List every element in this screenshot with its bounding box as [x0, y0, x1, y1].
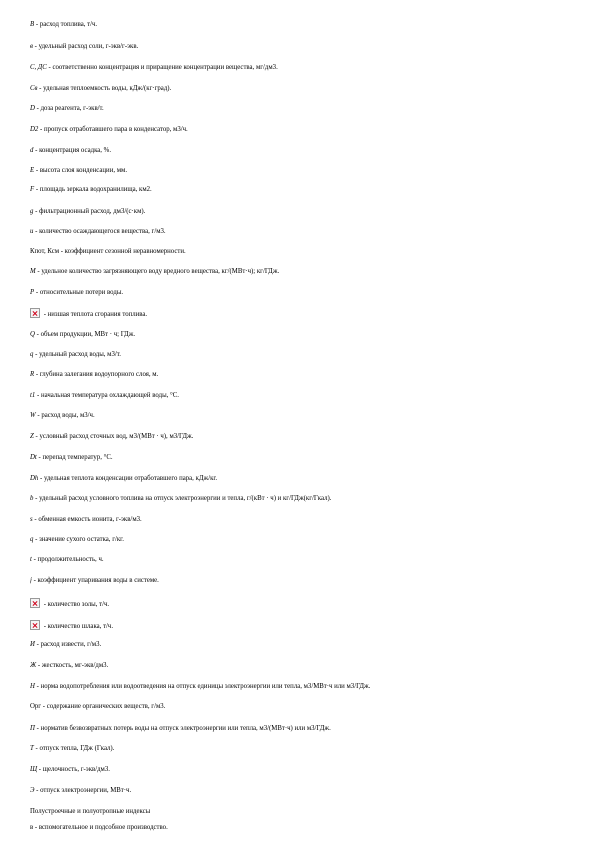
- glossary-symbol: j: [30, 577, 32, 584]
- glossary-description: - низшая теплота сгорания топлива.: [42, 311, 148, 318]
- glossary-line: [30, 247, 570, 256]
- glossary-description: - расход извести, г/м3.: [34, 641, 102, 648]
- glossary-symbol: g: [30, 208, 34, 215]
- glossary-description: - норма водопотребления или водоотведения на отпуск единицы электроэнергии или тепла, м3/МВт·ч или м3/ГДж.: [34, 683, 371, 690]
- glossary-symbol: u: [30, 228, 34, 235]
- glossary-description: - удельное количество загрязняющего воду вредного вещества, кг/(МВт·ч); кг/ГДж.: [35, 268, 280, 275]
- glossary-description: - отпуск электроэнергии, МВт·ч.: [34, 787, 132, 794]
- glossary-line: [30, 702, 570, 711]
- glossary-symbol: Э: [30, 787, 35, 794]
- glossary-description: - значение сухого остатка, г/кг.: [33, 536, 124, 543]
- glossary-symbol: D: [30, 105, 35, 112]
- glossary-symbol: W: [30, 412, 36, 419]
- glossary-line: [30, 661, 570, 670]
- glossary-line: [30, 765, 570, 774]
- glossary-line: [30, 682, 570, 691]
- glossary-description: - фильтрационный расход, дм3/(с·км).: [33, 208, 146, 215]
- glossary-line: [30, 555, 570, 564]
- glossary-line: [30, 227, 570, 236]
- glossary-symbol: М: [30, 268, 36, 275]
- glossary-line: [30, 598, 570, 609]
- glossary-line: [30, 308, 570, 319]
- broken-image-icon: [30, 620, 40, 630]
- glossary-description: - условный расход сточных вод, м3/(МВт · ч), м3/ГДж.: [33, 433, 194, 440]
- glossary-line: [30, 288, 570, 297]
- glossary-symbol: Z: [30, 433, 34, 440]
- glossary-symbol: q: [30, 536, 34, 543]
- glossary-line: [30, 42, 570, 51]
- glossary-description: - удельный расход условного топлива на отпуск электроэнергии и тепла, г/(кВт · ч) и кг/ГДж(кг/Гкал).: [33, 495, 332, 502]
- glossary-symbol: П: [30, 725, 35, 732]
- glossary-symbol: Св: [30, 85, 38, 92]
- glossary-description: - удельная теплота конденсации отработавшего пара, кДж/кг.: [38, 475, 218, 482]
- glossary-line: [30, 823, 570, 832]
- glossary-line: [30, 744, 570, 753]
- glossary-line: [30, 535, 570, 544]
- glossary-symbol: Q: [30, 331, 35, 338]
- glossary-symbol: D2: [30, 126, 39, 133]
- glossary-symbol: Щ: [30, 766, 38, 773]
- glossary-line: [30, 515, 570, 524]
- glossary-symbol: Р: [30, 289, 35, 296]
- glossary-description: - жесткость, мг-экв/дм3.: [36, 662, 109, 669]
- glossary-description: - пропуск отработавшего пара в конденсатор, м3/ч.: [38, 126, 188, 133]
- glossary-line: [30, 786, 570, 795]
- glossary-description: - удельный расход воды, м3/т.: [33, 351, 121, 358]
- glossary-symbol: Е: [30, 167, 35, 174]
- glossary-line: [30, 185, 570, 194]
- glossary-line: [30, 125, 570, 134]
- glossary-description: - количество золы, т/ч.: [42, 601, 110, 608]
- glossary-line: [30, 267, 570, 276]
- glossary-description: - перепад температур, °С.: [36, 454, 113, 461]
- glossary-symbol: И: [30, 641, 35, 648]
- glossary-description: - относительные потери воды.: [34, 289, 124, 296]
- glossary-line: [30, 104, 570, 113]
- glossary-description: - количество осаждающегося вещества, г/м3.: [33, 228, 166, 235]
- glossary-symbol: t1: [30, 392, 36, 399]
- glossary-line: [30, 620, 570, 631]
- glossary-line: [30, 474, 570, 483]
- glossary-description: - отпуск тепла, ГДж (Гкал).: [33, 745, 115, 752]
- glossary-symbol: Dt: [30, 454, 37, 461]
- glossary-symbol: Т: [30, 745, 34, 752]
- glossary-description: - коэффициент упаривания воды в системе.: [31, 577, 159, 584]
- glossary-line: [30, 576, 570, 585]
- glossary-description: Полустроечные и полуотропные индексы: [30, 808, 151, 815]
- glossary-symbol: Н: [30, 683, 35, 690]
- glossary-description: в - вспомогательное и подсобное производство.: [30, 824, 168, 832]
- glossary-description: - обменная емкость ионита, г-экв/м3.: [32, 516, 142, 523]
- glossary-line: [30, 494, 570, 503]
- glossary-line: [30, 453, 570, 462]
- glossary-symbol: q: [30, 351, 34, 358]
- glossary-description: - соответственно концентрация и приращение концентрации вещества, мг/дм3.: [46, 64, 278, 71]
- glossary-line: [30, 391, 570, 400]
- glossary-description: - доза реагента, г-экв/т.: [34, 105, 104, 112]
- glossary-symbol: в: [30, 43, 33, 50]
- glossary-line: [30, 20, 570, 29]
- glossary-line: [30, 330, 570, 339]
- glossary-description: - высота слоя конденсации, мм.: [34, 167, 128, 174]
- glossary-symbol: b: [30, 495, 34, 502]
- glossary-line: [30, 370, 570, 379]
- glossary-symbol: s: [30, 516, 33, 523]
- glossary-description: Орг - содержание органических веществ, г/м3.: [30, 703, 166, 710]
- glossary-description: - количество шлака, т/ч.: [42, 623, 114, 630]
- glossary-line: [30, 350, 570, 359]
- glossary-line: [30, 432, 570, 441]
- glossary-description: - удельная теплоемкость воды, кДж/(кг·град).: [37, 85, 172, 92]
- glossary-symbol: С, ДС: [30, 64, 47, 71]
- glossary-line: [30, 207, 570, 216]
- glossary-description: - удельный расход соли, г-экв/г-экв.: [32, 43, 139, 50]
- glossary-description: - норматив безвозвратных потерь воды на отпуск электроэнергии или тепла, м3/(МВт·ч) или м3/ГДж.: [34, 725, 331, 732]
- glossary-symbol: t: [30, 556, 32, 563]
- glossary-symbol: В: [30, 21, 35, 28]
- glossary-description: - объем продукции, МВт · ч; ГДж.: [34, 331, 136, 338]
- glossary-description: - концентрация осадка, %.: [33, 147, 112, 154]
- glossary-line: [30, 166, 570, 175]
- glossary-line: [30, 146, 570, 155]
- glossary-symbol: Ж: [30, 662, 37, 669]
- glossary-line: [30, 63, 570, 72]
- broken-image-icon: [30, 308, 40, 318]
- glossary-description: - расход топлива, т/ч.: [34, 21, 98, 28]
- glossary-symbol: d: [30, 147, 34, 154]
- glossary-description: - щелочность, г-экв/дм3.: [37, 766, 110, 773]
- glossary-symbol: R: [30, 371, 35, 378]
- glossary-description: - площадь зеркала водохранилища, км2.: [34, 186, 152, 193]
- glossary-line: [30, 807, 570, 816]
- glossary-line: [30, 411, 570, 420]
- glossary-line: [30, 724, 570, 733]
- glossary-description: - продолжительность, ч.: [31, 556, 104, 563]
- glossary-line: [30, 84, 570, 93]
- glossary-description: - глубина залегания водоупорного слоя, м.: [34, 371, 159, 378]
- glossary-description: - расход воды, м3/ч.: [35, 412, 95, 419]
- glossary-symbol: Dh: [30, 475, 39, 482]
- glossary-description: - начальная температура охлаждающей воды, °С.: [35, 392, 179, 399]
- glossary-symbol: F: [30, 186, 35, 193]
- broken-image-icon: [30, 598, 40, 608]
- glossary-description: Кпот, Ксм - коэффициент сезонной неравномерности.: [30, 248, 186, 255]
- glossary-line: [30, 640, 570, 649]
